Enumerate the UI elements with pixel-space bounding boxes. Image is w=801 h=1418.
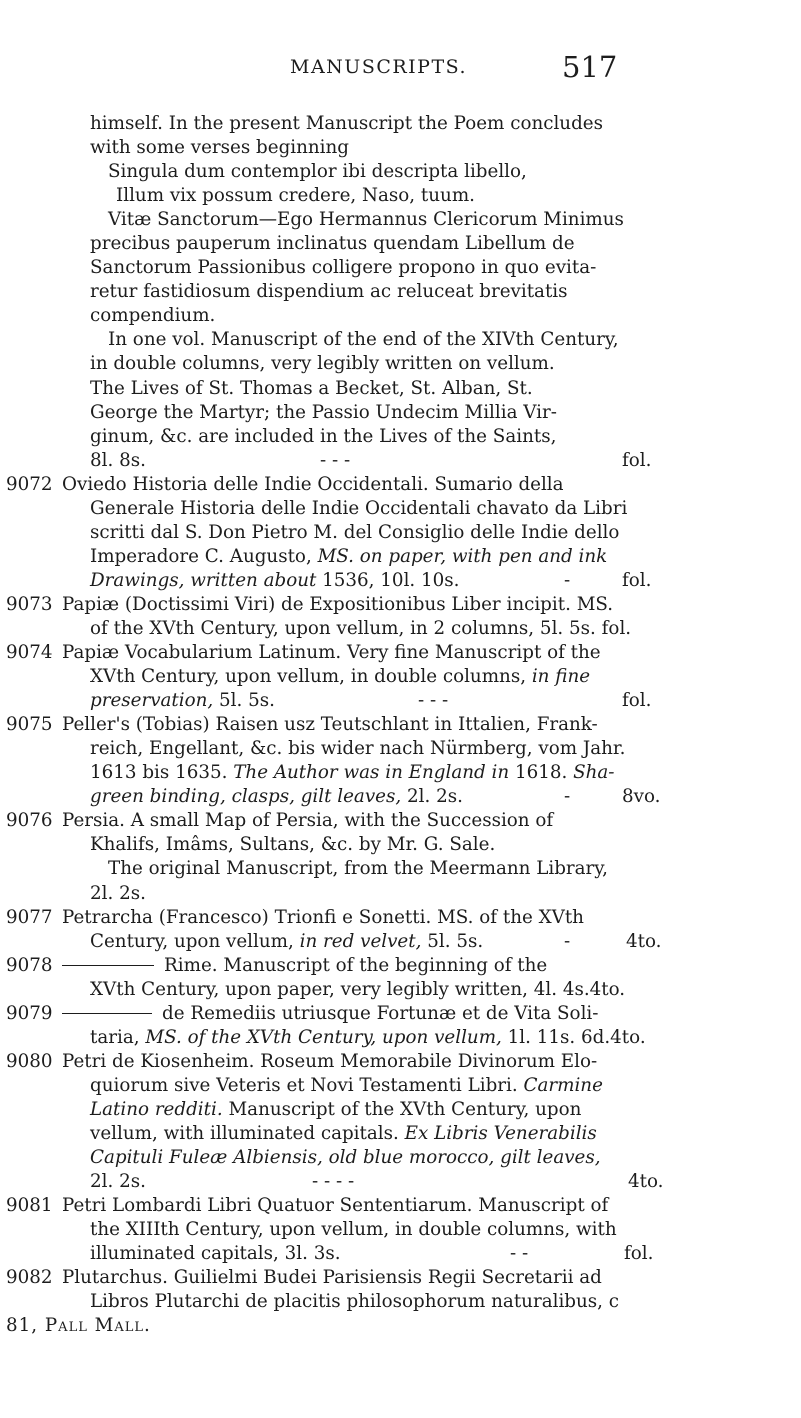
entry-number: 9078: [6, 954, 53, 976]
text-line: Vitæ Sanctorum—Ego Hermannus Clericorum Minimus: [108, 209, 624, 231]
imprint-footer: 81, Pall Mall.: [6, 1315, 151, 1337]
price-line: illuminated capitals, 3l. 3s. - - fol.: [90, 1243, 654, 1265]
text-line: Libros Plutarchi de placitis philosophorum naturalibus, c: [90, 1291, 620, 1313]
entry-number: 9073: [6, 593, 53, 615]
price-line: preservation, 5l. 5s. - - - fol.: [90, 690, 652, 712]
price-line: Drawings, written about 1536, 10l. 10s. - fol.: [90, 569, 652, 591]
text-line: the XIIIth Century, upon vellum, in double columns, with: [90, 1219, 617, 1241]
text-line: retur fastidiosum dispendium ac reluceat brevitatis: [90, 281, 568, 303]
entry-number: 9072: [6, 473, 53, 495]
text-line: XVth Century, upon paper, very legibly written, 4l. 4s.4to.: [90, 978, 626, 1000]
page-header: [0, 50, 801, 90]
text-line: compendium.: [90, 305, 216, 327]
ditto-rule: [62, 965, 154, 966]
entry-number: 9074: [6, 642, 53, 664]
text-line: vellum, with illuminated capitals. Ex Libris Venerabilis: [90, 1122, 597, 1144]
text-line: Generale Historia delle Indie Occidentali chavato da Libri: [90, 497, 628, 519]
ditto-rule: [62, 1013, 152, 1014]
catalogue-text: [0, 112, 801, 1338]
text-line: Latino redditi. Manuscript of the XVth Century, upon: [90, 1098, 582, 1120]
text-line: of the XVth Century, upon vellum, in 2 columns, 5l. 5s. fol.: [90, 617, 632, 639]
text-line: ginum, &c. are included in the Lives of the Saints,: [90, 425, 557, 447]
price-line: 8l. 8s. - - - fol.: [90, 449, 652, 471]
entry-9072: 9072 Oviedo Historia delle Indie Occidentali. Sumario della: [0, 473, 801, 497]
entry-9081: 9081 Petri Lombardi Libri Quatuor Sententiarum. Manuscript of: [0, 1194, 801, 1218]
text-line: reich, Engellant, &c. bis wider nach Nürmberg, vom Jahr.: [90, 738, 626, 760]
text-line: 1613 bis 1635. The Author was in England in 1618. Sha-: [90, 762, 615, 784]
text-line: George the Martyr; the Passio Undecim Millia Vir-: [90, 401, 557, 423]
entry-9077: 9077 Petrarcha (Francesco) Trionfi e Sonetti. MS. of the XVth: [0, 906, 801, 930]
text-line: scritti dal S. Don Pietro M. del Consiglio delle Indie dello: [90, 521, 620, 543]
price-line: green binding, clasps, gilt leaves, 2l. 2s. - 8vo.: [90, 786, 661, 808]
entry-9075: 9075 Peller's (Tobias) Raisen usz Teutschlant in Ittalien, Frank-: [0, 713, 801, 737]
text-line: with some verses beginning: [90, 137, 349, 159]
price-line: 2l. 2s. - - - - 4to.: [90, 1171, 664, 1193]
entry-9073: 9073 Papiæ (Doctissimi Viri) de Expositionibus Liber incipit. MS.: [0, 593, 801, 617]
page-number: 517: [562, 50, 618, 84]
text-line: in double columns, very legibly written on vellum.: [90, 353, 555, 375]
text-line: In one vol. Manuscript of the end of the XIVth Century,: [108, 329, 619, 351]
entry-number: 9079: [6, 1002, 53, 1024]
entry-9080: 9080 Petri de Kiosenheim. Roseum Memorabile Divinorum Elo-: [0, 1050, 801, 1074]
price-line: taria, MS. of the XVth Century, upon vellum, 1l. 11s. 6d.4to.: [90, 1026, 646, 1048]
text-line: Capituli Fuleæ Albiensis, old blue morocco, gilt leaves,: [90, 1147, 601, 1169]
price-line: Century, upon vellum, in red velvet, 5l. 5s. - 4to.: [90, 930, 662, 952]
text-line: The Lives of St. Thomas a Becket, St. Alban, St.: [90, 377, 533, 399]
text-line: precibus pauperum inclinatus quendam Libellum de: [90, 233, 575, 255]
entry-number: 9082: [6, 1267, 53, 1289]
text-line: Khalifs, Imâms, Sultans, &c. by Mr. G. Sale.: [90, 834, 496, 856]
entry-number: 9077: [6, 906, 53, 928]
running-head: MANUSCRIPTS.: [290, 56, 468, 78]
text-line: 2l. 2s.: [90, 882, 146, 904]
entry-9076: 9076 Persia. A small Map of Persia, with the Succession of: [0, 809, 801, 833]
verse-line: Illum vix possum credere, Naso, tuum.: [116, 185, 475, 207]
entry-number: 9076: [6, 810, 53, 832]
entry-number: 9075: [6, 714, 53, 736]
text-line: The original Manuscript, from the Meermann Library,: [108, 858, 608, 880]
text-line: Sanctorum Passionibus colligere propono in quo evita-: [90, 257, 597, 279]
entry-9079: 9079 de Remediis utriusque Fortunæ et de Vita Soli-: [0, 1002, 801, 1026]
text-line: Imperadore C. Augusto, MS. on paper, with pen and ink: [90, 545, 608, 567]
entry-number: 9081: [6, 1195, 53, 1217]
text-line: himself. In the present Manuscript the Poem concludes: [90, 113, 603, 134]
entry-9082: 9082 Plutarchus. Guilielmi Budei Parisiensis Regii Secretarii ad: [0, 1266, 801, 1290]
text-line: XVth Century, upon vellum, in double columns, in fine: [90, 666, 591, 688]
entry-9078: 9078 Rime. Manuscript of the beginning of the: [0, 954, 801, 978]
verse-line: Singula dum contemplor ibi descripta libello,: [108, 161, 527, 183]
entry-9074: 9074 Papiæ Vocabularium Latinum. Very fine Manuscript of the: [0, 641, 801, 665]
entry-number: 9080: [6, 1050, 53, 1072]
text-line: quiorum sive Veteris et Novi Testamenti Libri. Carmine: [90, 1074, 603, 1096]
